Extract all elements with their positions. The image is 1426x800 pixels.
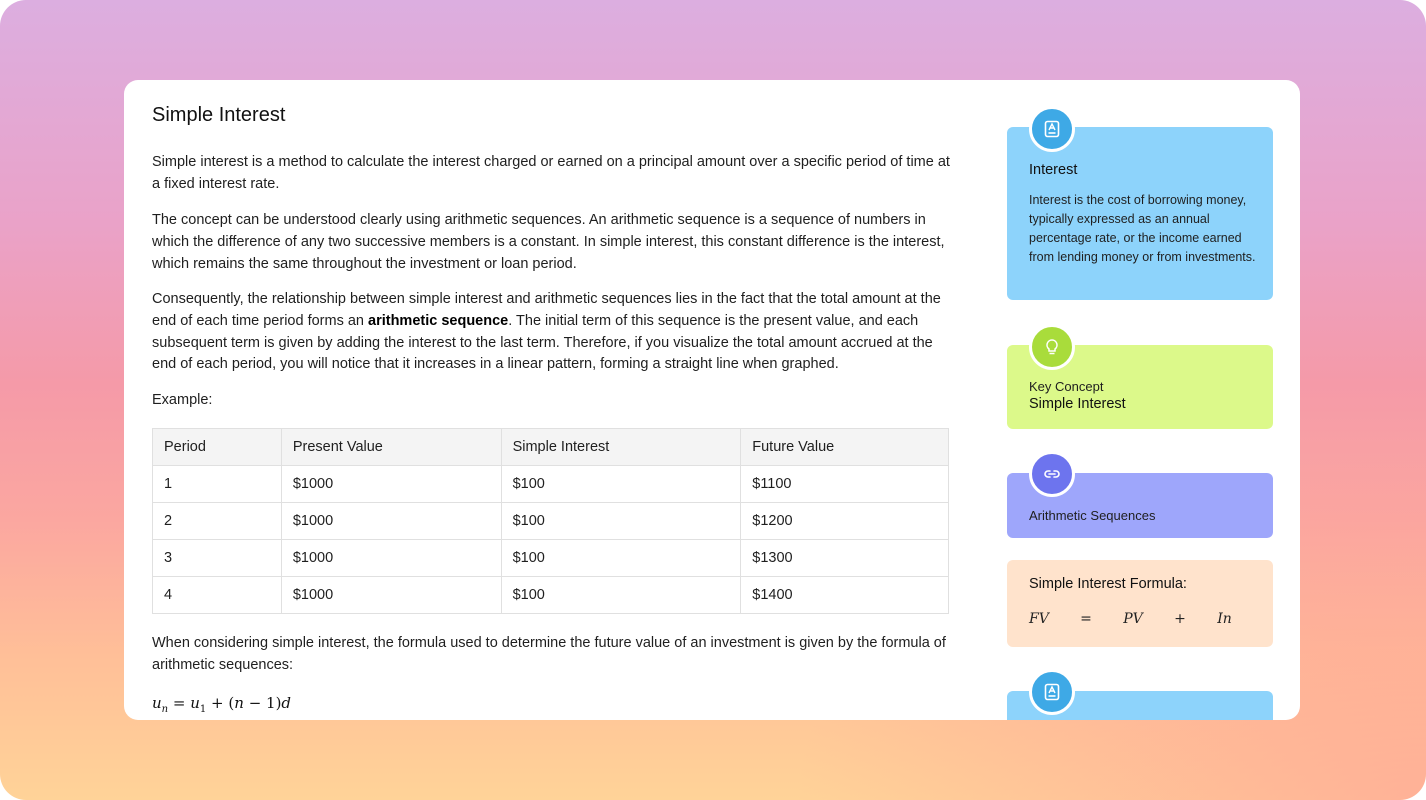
column-header-simple-interest: Simple Interest xyxy=(501,429,741,466)
column-header-future-value: Future Value xyxy=(741,429,949,466)
paragraph-formula-intro: When considering simple interest, the formula used to determine the future value of an investment is given by the formula of arithmetic sequences: xyxy=(152,635,946,673)
book-icon xyxy=(1042,682,1062,702)
table-row xyxy=(153,466,949,503)
arithmetic-badge xyxy=(1029,451,1075,497)
table-cell: $1000 xyxy=(281,503,501,540)
interest-card[interactable] xyxy=(1007,127,1273,300)
arithmetic-sequence-formula: $u_n = u_1 + (n - 1)d$ xyxy=(152,694,292,715)
paragraph-arithmetic: The concept can be understood clearly using arithmetic sequences. An arithmetic sequence is a sequence of numbers in which the difference of any two successive members is a constant. In simple interest, this constant difference is the interest, which remains the same throughout the investment or loan period. xyxy=(152,212,945,272)
table-cell: $1000 xyxy=(281,466,501,503)
page-title: Simple Interest xyxy=(152,104,286,126)
table-row xyxy=(153,503,949,540)
future-value-formula: FV = PV + In xyxy=(1029,611,1232,627)
link-icon xyxy=(1042,464,1062,484)
column-header-present-value: Present Value xyxy=(281,429,501,466)
table-row xyxy=(153,540,949,577)
table-cell: $1000 xyxy=(281,540,501,577)
arithmetic-sequence-term: arithmetic sequence xyxy=(368,312,509,329)
table-cell: $1300 xyxy=(741,540,949,577)
lesson-card xyxy=(124,80,1300,720)
table-header-row xyxy=(153,429,949,466)
interest-badge xyxy=(1029,106,1075,152)
paragraph-relationship-start: Consequently, the relationship between simple interest and arithmetic sequences lies in the fact that the total amount at the end of each time period forms an xyxy=(152,291,941,329)
table-cell: 1 xyxy=(153,466,282,503)
table-cell: $1000 xyxy=(281,577,501,614)
example-label: Example: xyxy=(152,392,213,408)
table-cell: $100 xyxy=(501,540,741,577)
table-cell: $100 xyxy=(501,466,741,503)
arithmetic-sequences-title: Arithmetic Sequences xyxy=(1029,508,1156,523)
table-cell: $100 xyxy=(501,577,741,614)
next-card-badge xyxy=(1029,669,1075,715)
key-concept-title: Simple Interest xyxy=(1029,396,1126,412)
key-concept-badge xyxy=(1029,324,1075,370)
table-cell: $1100 xyxy=(741,466,949,503)
formula-card-title: Simple Interest Formula: xyxy=(1029,576,1187,592)
paragraph-relationship xyxy=(152,289,952,376)
table-cell: 2 xyxy=(153,503,282,540)
table-cell: $1200 xyxy=(741,503,949,540)
example-table xyxy=(152,428,949,614)
lightbulb-icon xyxy=(1042,337,1062,357)
table-cell: 3 xyxy=(153,540,282,577)
sidebar xyxy=(1007,80,1273,720)
paragraph-relationship-end: . The initial term of this sequence is the present value, and each subsequent term is given by adding the interest to the last term. Therefore, if you visualize the total amount accrued at the end of each period, you will notice that it increases in a linear pattern, forming a straight line when graphed. xyxy=(152,312,933,373)
table-cell: $100 xyxy=(501,503,741,540)
interest-card-text: Interest is the cost of borrowing money, typically expressed as an annual percentage rate, or the income earned from lending money or from investments. xyxy=(1029,193,1256,264)
column-header-period: Period xyxy=(153,429,282,466)
paragraph-intro: Simple interest is a method to calculate the interest charged or earned on a principal amount over a specific period of time at a fixed interest rate. xyxy=(152,154,950,192)
interest-card-title: Interest xyxy=(1029,162,1078,178)
book-icon xyxy=(1042,119,1062,139)
formula-card xyxy=(1007,560,1273,647)
key-concept-label: Key Concept xyxy=(1029,379,1104,394)
table-row xyxy=(153,577,949,614)
table-cell: $1400 xyxy=(741,577,949,614)
table-cell: 4 xyxy=(153,577,282,614)
